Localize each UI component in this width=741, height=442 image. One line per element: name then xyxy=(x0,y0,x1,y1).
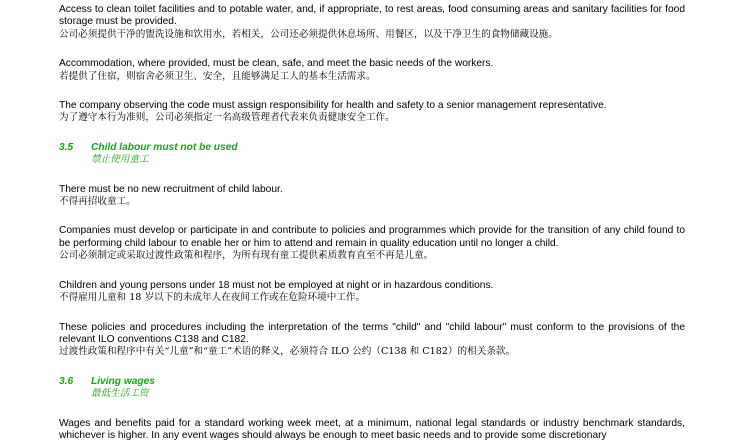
document-body xyxy=(59,4,685,442)
section-subtitle-zh: 禁止使用童工 xyxy=(91,154,149,166)
paragraph-en: Accommodation, where provided, must be clean, safe, and meet the basic needs of the workers. xyxy=(59,58,494,70)
paragraph-no-recruitment xyxy=(59,184,685,209)
paragraph-en: Access to clean toilet facilities and to potable water, and, if appropriate, to rest areas, food consuming areas and sanitary facilities for food storage must be provided. xyxy=(59,4,685,28)
paragraph-zh: 不得再招收童工。 xyxy=(59,196,136,208)
section-title: Living wages xyxy=(91,375,155,387)
section-title: Child labour must not be used xyxy=(91,141,238,153)
section-subtitle-zh: 最低生活工资 xyxy=(91,388,149,400)
paragraph-en: These policies and procedures including the interpretation of the terms "child" and "child labour" must conform to the provisions of the relevant ILO conventions C138 and C182. xyxy=(59,321,685,345)
paragraph-en: Children and young persons under 18 must not be employed at night or in hazardous conditions. xyxy=(59,279,494,291)
section-number: 3.6 xyxy=(59,375,74,387)
section-heading-3-6 xyxy=(59,376,685,401)
section-number: 3.5 xyxy=(59,141,74,153)
paragraph-health-safety-rep xyxy=(59,100,685,125)
paragraph-wages xyxy=(59,418,685,442)
paragraph-en: The company observing the code must assign responsibility for health and safety to a senior management representative. xyxy=(59,100,607,112)
paragraph-zh: 过渡性政策和程序中有关“儿童”和“童工”术语的释义，必须符合 ILO 公约（C138 和 C182）的相关条款。 xyxy=(59,346,516,358)
paragraph-en: Wages and benefits paid for a standard working week meet, at a minimum, national legal standards or industry benchmark standards, whichever is higher. In any event wages should always be enough to meet basic needs and to provide some discretionary xyxy=(59,417,685,441)
paragraph-zh: 公司必须提供干净的盥洗设施和饮用水，若相关，公司还必须提供休息场所、用餐区，以及干净卫生的食物储藏设施。 xyxy=(59,28,558,40)
paragraph-zh: 公司必须制定或采取过渡性政策和程序，为所有现有童工提供素质教育直至不再是儿童。 xyxy=(59,250,434,262)
paragraph-toilet-facilities xyxy=(59,4,685,41)
paragraph-en: There must be no new recruitment of child labour. xyxy=(59,183,283,195)
paragraph-zh: 不得雇用儿童和 18 岁以下的未成年人在夜间工作或在危险环境中工作。 xyxy=(59,292,366,304)
paragraph-accommodation xyxy=(59,58,685,83)
section-heading-3-5 xyxy=(59,142,685,167)
paragraph-zh: 为了遵守本行为准则，公司必须指定一名高级管理者代表来负责健康安全工作。 xyxy=(59,112,395,124)
paragraph-ilo-conventions xyxy=(59,322,685,359)
paragraph-en: Companies must develop or participate in and contribute to policies and programmes which provide for the transition of any child found to be performing child labour to enable her or him to attend and remain in quality education until no longer a child. xyxy=(59,225,685,249)
paragraph-under-18 xyxy=(59,280,685,305)
paragraph-transition-policies xyxy=(59,225,685,262)
paragraph-zh: 若提供了住宿，则宿舍必须卫生、安全，且能够满足工人的基本生活需求。 xyxy=(59,70,376,82)
